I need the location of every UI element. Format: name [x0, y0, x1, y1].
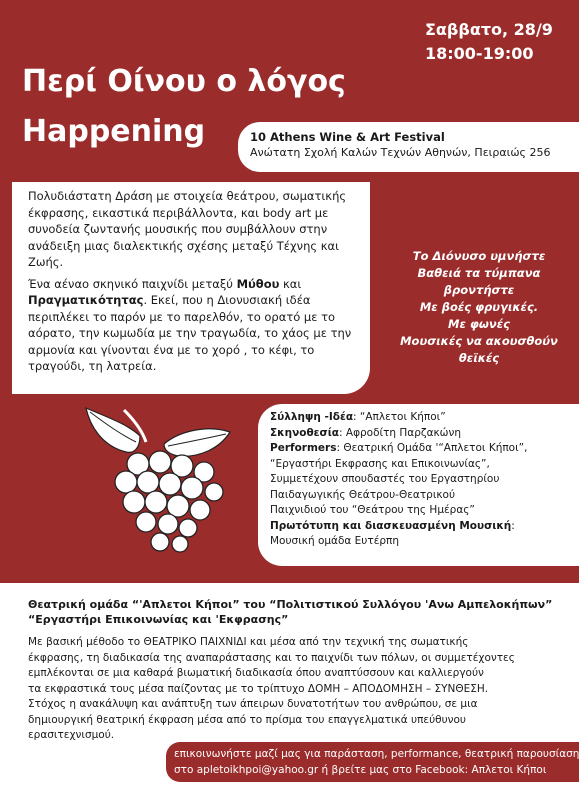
- credit-concept: [270, 410, 571, 426]
- credit-performers: [270, 441, 571, 457]
- credit-label: Σκηνοθεσία: [270, 426, 340, 439]
- desc-text: και: [279, 276, 302, 291]
- credit-colon: :: [511, 519, 515, 532]
- poem-line: Το Διόνυσο υμνήστε: [412, 249, 546, 263]
- contact-line: στο apletoikhpoi@yahoo.gr ή βρείτε μας στο Facebook: Απλετοι Κήποι: [174, 764, 547, 776]
- group-heading-line: Θεατρική ομάδα “'Απλετοι Κήποι” του “Πολιτιστικού Συλλόγου 'Ανω Αμπελοκήπων”: [28, 598, 553, 611]
- poem-line: Με φωνές: [448, 317, 510, 331]
- credit-label: Performers: [270, 442, 337, 454]
- credit-value: : Αφροδίτη Παρζακώνη: [339, 426, 461, 439]
- credit-performers-line: “Εργαστήρι Εκφρασης και Επικοινωνίας”,: [270, 457, 490, 470]
- group-body-line: Στόχος η ανακάλυψη και ανάπτυξη των άπειρων δυνατοτήτων του ανθρώπου, σε μια: [28, 698, 478, 710]
- contact-box: [166, 742, 579, 782]
- credit-label: Σύλληψη -Ιδέα: [270, 411, 354, 423]
- credit-value: : “Απλετοι Κήποι”: [353, 411, 446, 423]
- poem-line: Με βοές φρυγικές.: [419, 300, 539, 314]
- event-time: 18:00-19:00: [425, 44, 534, 63]
- group-description: [28, 635, 569, 744]
- description-paragraph-2: [28, 276, 360, 375]
- festival-venue: Ανώτατη Σχολή Καλών Τεχνών Αθηνών, Πειραιώς 256: [250, 146, 551, 159]
- page-title: Περί Οίνου ο λόγος: [22, 64, 346, 99]
- group-body-line: ερασιτεχνισμού.: [28, 729, 115, 741]
- credit-music: [270, 519, 571, 535]
- group-body-line: Με βασική μέθοδο το ΘΕΑΤΡΙΚΟ ΠΑΙΧΝΙΔΙ και μέσα από την τεχνική της σωματικής: [28, 636, 469, 648]
- group-body-line: έκφρασης, τη διαδικασία της αναπαράστασης και το παιχνίδι των πόλων, οι συμμετέχοντες: [28, 651, 515, 664]
- credit-music-value: Μουσική ομάδα Ευτέρπη: [270, 535, 400, 547]
- desc-emphasis-reality: Πραγματικότητας: [28, 293, 144, 307]
- credit-performers-line: Παιχνιδιού του “Θεάτρου της Ημέρας”: [270, 504, 475, 516]
- poem-line: Βαθειά τα τύμπανα: [417, 266, 541, 280]
- credits-box: [258, 404, 579, 566]
- credit-performers-line: Παιδαγωγικής Θεάτρου-Θεατρικού: [270, 488, 456, 501]
- credit-performers-line: Συμμετέχουν σπουδαστές του Εργαστηρίου: [270, 473, 500, 485]
- credit-direction: [270, 426, 571, 442]
- group-body-line: τα εκφραστικά τους μέσα παίζοντας με το τρίπτυχο ΔΟΜΗ – ΑΠΟΔΟΜΗΣΗ – ΣΥΝΘΕΣΗ.: [28, 682, 489, 695]
- description-box: [12, 182, 370, 394]
- description-paragraph-1: Πολυδιάστατη Δράση με στοιχεία θεάτρου, σωματικής έκφρασης, εικαστικά περιβάλλοντα, και body art με συνοδεία ζωντανής μουσικής που συμβάλλουν στην ανάδειξη μιας διαλεκτικής σχέσης μεταξύ Τέχνης και Ζωής.: [28, 189, 347, 269]
- page-subtitle: Happening: [22, 114, 206, 149]
- desc-emphasis-myth: Μύθου: [236, 276, 280, 291]
- poem-line: βροντήστε: [443, 283, 515, 297]
- group-body-line: δημιουργική θεατρική έκφραση μέσα από το πρίσμα του επαγγελματικά υπεύθυνου: [28, 713, 467, 726]
- group-body-line: εμπλέκονται σε μια καθαρά βιωματική διαδικασία όπου αναπτύσσουν και καλλιεργούν: [28, 667, 484, 679]
- dionysus-poem: [384, 248, 574, 367]
- group-heading: [28, 597, 569, 627]
- credit-label: Πρωτότυπη και διασκευασμένη Μουσική: [270, 519, 512, 532]
- grapes-illustration: [68, 402, 238, 557]
- event-date: Σαββατο, 28/9: [425, 20, 553, 39]
- desc-text: . Εκεί, που η Διονυσιακή ιδέα περιπλέκει το παρόν με το παρελθόν, το ορατό με το αόρατο, την κωμωδία με την τραγωδία, το χάος με την αρμονία και γίνονται ένα με το χορό , το κέφι, το τραγούδι, τη λατρεία.: [28, 293, 352, 373]
- poem-line: Μουσικές να ακουσθούν: [400, 334, 558, 348]
- group-heading-line: “Εργαστήρι Επικοινωνίας και 'Εκφρασης”: [28, 613, 289, 626]
- festival-info: [238, 122, 579, 172]
- festival-name: 10 Athens Wine & Art Festival: [250, 130, 445, 144]
- event-datetime: [425, 18, 553, 66]
- desc-text: Ένα αέναο σκηνικό παιχνίδι μεταξύ: [28, 276, 237, 291]
- contact-line: επικοινωνήστε μαζί μας για παράσταση, performance, θεατρική παρουσίαση: [174, 748, 579, 760]
- poem-line: θεϊκές: [458, 351, 500, 365]
- credit-value: : Θεατρική Ομάδα '“Απλετοι Κήποι”,: [336, 442, 528, 454]
